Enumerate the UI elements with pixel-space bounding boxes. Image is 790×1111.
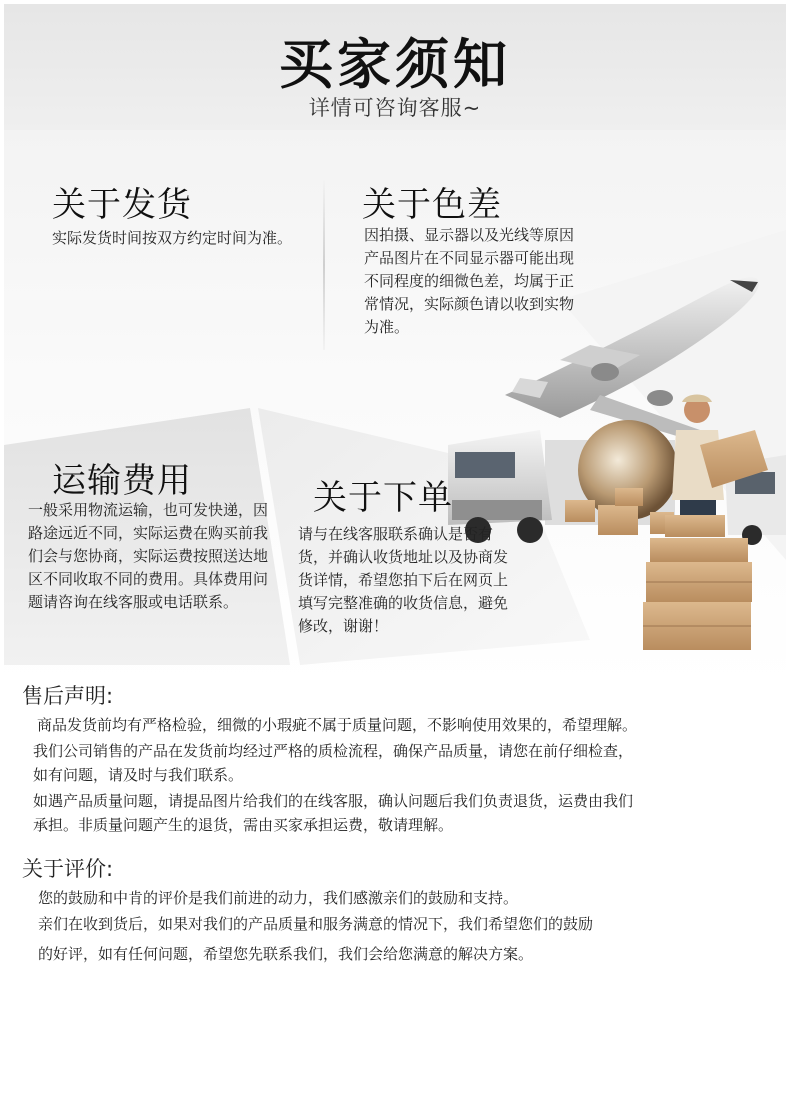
page-title: 买家须知 [279, 33, 511, 96]
review-line: 亲们在收到货后，如果对我们的产品质量和服务满意的情况下，我们希望您们的鼓励 [38, 915, 594, 933]
after-sales-line: 商品发货前均有严格检验，细微的小瑕疵不属于质量问题，不影响使用效果的，希望理解。 [37, 716, 638, 734]
review-line: 您的鼓励和中肯的评价是我们前进的动力，我们感激亲们的鼓励和支持。 [38, 889, 519, 907]
color-difference-text: 因拍摄、显示器以及光线等原因产品图片在不同显示器可能出现不同程度的细微色差，均属于正常情况，实际颜色请以收到实物为准。 [364, 226, 575, 336]
after-sales-line: 我们公司销售的产品在发货前均经过严格的质检流程，确保产品质量，请您在前仔细检查， [33, 742, 634, 760]
ordering-title: 关于下单 [313, 478, 453, 518]
review-line: 的好评，如有任何问题，希望您先联系我们，我们会给您满意的解决方案。 [38, 945, 534, 963]
shipping-title: 关于发货 [52, 185, 192, 225]
column-divider [323, 180, 325, 350]
page-subtitle: 详情可咨询客服~ [308, 96, 482, 120]
after-sales-line: 如有问题，请及时与我们联系。 [33, 766, 244, 784]
after-sales-heading: 售后声明: [22, 684, 114, 708]
shipping-fee-title: 运输费用 [52, 461, 192, 501]
color-difference-title: 关于色差 [362, 185, 502, 225]
ordering-text: 请与在线客服联系确认是否有货，并确认收货地址以及协商发货详情，希望您拍下后在网页上填写完整准确的收货信息，避免修改，谢谢！ [298, 525, 509, 635]
shipping-fee-text: 一般采用物流运输，也可发快递，因路途远近不同，实际运费在购买前我们会与您协商，实际运费按照送达地区不同收取不同的费用。具体费用问题请咨询在线客服或电话联系。 [28, 501, 269, 611]
after-sales-line: 如遇产品质量问题，请提品图片给我们的在线客服，确认问题后我们负责退货，运费由我们 [33, 792, 634, 810]
box-stack-icon [643, 515, 752, 650]
review-heading: 关于评价: [22, 857, 114, 881]
after-sales-line: 承担。非质量问题产生的退货，需由买家承担运费，敬请理解。 [33, 816, 454, 834]
shipping-text: 实际发货时间按双方约定时间为准。 [52, 229, 293, 247]
